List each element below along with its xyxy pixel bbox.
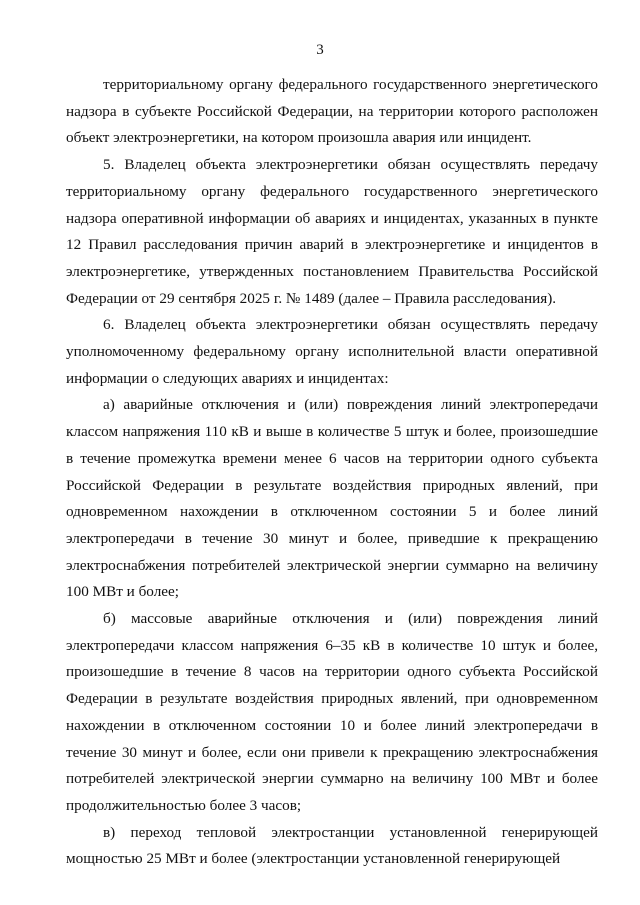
paragraph-item-6: 6. Владелец объекта электроэнергетики обязан осуществлять передачу уполномоченному федеральному органу исполнительной власти оперативной информации о следующих авариях и инцидентах: — [66, 316, 598, 387]
document-body — [66, 72, 598, 873]
page-number: 3 — [316, 42, 324, 58]
paragraph-subitem-a: а) аварийные отключения и (или) повреждения линий электропередачи классом напряжения 110 кВ и выше в количестве 5 штук и более, произошедшие в течение промежутка времени менее 6 часов на территории одного субъекта Российской Федерации в результате воздействия природных явлений, при одновременном нахождении в отключенном состоянии 5 и более линий электропередачи в течение 30 минут и более, приведшие к прекращению электроснабжения потребителей электрической энергии суммарно на величину 100 МВт и более; — [66, 396, 598, 601]
paragraph-subitem-b: б) массовые аварийные отключения и (или) повреждения линий электропередачи классом напряжения 6–35 кВ в количестве 10 штук и более, произошедшие в течение 8 часов на территории одного субъекта Российской Федерации в результате воздействия природных явлений, при одновременном нахождении в отключенном состоянии 10 и более линий электропередачи в течение 30 минут и более, если они привели к прекращению электроснабжения потребителей электрической энергии суммарно на величину 100 МВт и более продолжительностью более 3 часов; — [66, 610, 598, 814]
paragraph-item-5: 5. Владелец объекта электроэнергетики обязан осуществлять передачу территориальному органу федерального государственного энергетического надзора оперативной информации об авариях и инцидентах, указанных в пункте 12 Правил расследования причин аварий в электроэнергетике и инцидентов в электроэнергетике, утвержденных постановлением Правительства Российской Федерации от 29 сентября 2025 г. № 1489 (далее – Правила расследования). — [66, 156, 598, 307]
paragraph-continuation: территориальному органу федерального государственного энергетического надзора в субъекте Российской Федерации, на территории которого расположен объект электроэнергетики, на котором произошла авария или инцидент. — [66, 76, 598, 147]
paragraph-subitem-v: в) переход тепловой электростанции установленной генерирующей мощностью 25 МВт и более (электростанции установленной генерирующей — [66, 823, 598, 868]
